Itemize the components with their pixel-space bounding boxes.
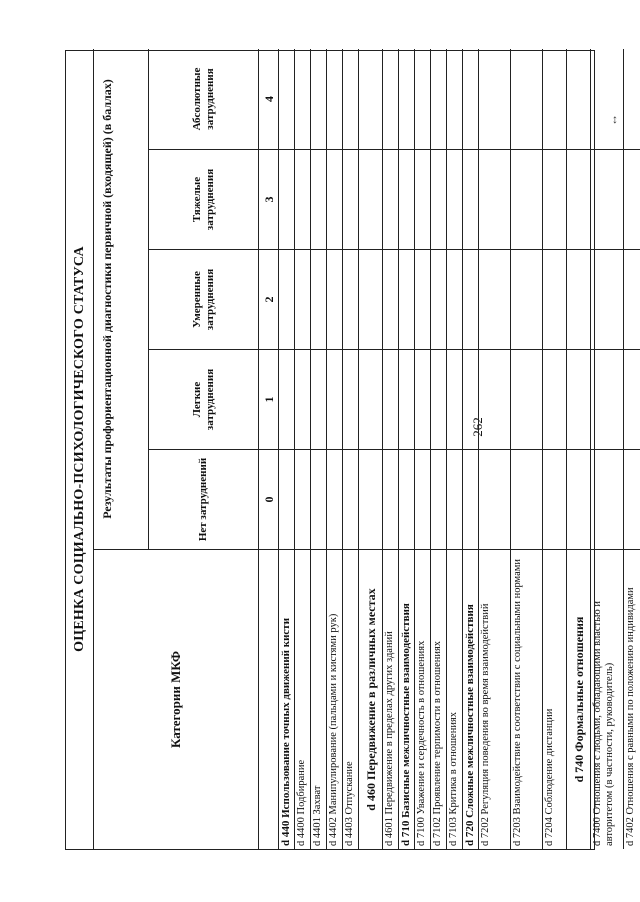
score-cell[interactable]	[624, 149, 640, 249]
margin-mark: ↕	[612, 112, 618, 126]
table-row	[431, 49, 447, 849]
score-cell[interactable]	[327, 449, 342, 549]
row-label: d 4601 Передвижение в пределах других зданий	[383, 549, 398, 849]
score-cell[interactable]	[311, 449, 326, 549]
score-cell[interactable]	[359, 349, 382, 449]
score-cell[interactable]	[543, 449, 566, 549]
score-cell[interactable]	[431, 349, 446, 449]
row-label: d 4403 Отпускание	[343, 549, 358, 849]
score-cell[interactable]	[591, 449, 623, 549]
score-header: 2	[259, 249, 279, 349]
score-cell[interactable]	[399, 249, 414, 349]
score-cell[interactable]	[415, 249, 430, 349]
score-cell[interactable]	[567, 249, 590, 349]
score-cell[interactable]	[399, 149, 414, 249]
row-label: d 4402 Манипулирование (пальцами и кистями рук)	[327, 549, 342, 849]
score-cell[interactable]	[415, 449, 430, 549]
score-cell[interactable]	[383, 349, 398, 449]
score-cell[interactable]	[399, 449, 414, 549]
score-cell[interactable]	[279, 449, 294, 549]
score-cell[interactable]	[479, 149, 510, 249]
score-cell[interactable]	[511, 149, 542, 249]
score-header: 0	[259, 449, 279, 549]
score-cell[interactable]	[624, 349, 640, 449]
score-cell[interactable]	[343, 349, 358, 449]
row-label: d 7100 Уважение и сердечность в отношениях	[415, 549, 430, 849]
table-row	[359, 49, 383, 849]
column-header: Абсолютные затруднения	[149, 49, 259, 149]
column-header: Тяжелые затруднения	[149, 149, 259, 249]
score-cell[interactable]	[447, 249, 462, 349]
score-cell[interactable]	[279, 149, 294, 249]
score-cell[interactable]	[591, 249, 623, 349]
score-cell[interactable]	[479, 249, 510, 349]
score-cell[interactable]	[479, 449, 510, 549]
score-cell[interactable]	[591, 149, 623, 249]
score-cell[interactable]	[399, 349, 414, 449]
score-cell[interactable]	[415, 149, 430, 249]
row-label: d 720 Сложные межличностные взаимодействия	[463, 549, 478, 849]
rotated-table-container	[65, 50, 636, 850]
page-number: 262	[469, 417, 485, 437]
score-cell[interactable]	[567, 149, 590, 249]
score-cell[interactable]	[463, 49, 478, 149]
score-cell[interactable]	[463, 449, 478, 549]
row-label: d 740 Формальные отношения	[567, 549, 590, 849]
row-label: d 7102 Проявление терпимости в отношениях	[431, 549, 446, 849]
assessment-table	[65, 50, 636, 850]
score-cell[interactable]	[295, 49, 310, 149]
score-cell[interactable]	[383, 149, 398, 249]
score-cell[interactable]	[327, 249, 342, 349]
score-cell[interactable]	[624, 49, 640, 149]
score-cell[interactable]	[511, 249, 542, 349]
table-row	[279, 49, 295, 849]
table-row	[567, 49, 591, 849]
score-cell[interactable]	[383, 449, 398, 549]
score-cell[interactable]	[431, 449, 446, 549]
score-cell[interactable]	[447, 349, 462, 449]
score-cell[interactable]	[295, 349, 310, 449]
score-cell[interactable]	[463, 349, 478, 449]
score-cell[interactable]	[543, 349, 566, 449]
row-label: d 710 Базисные межличностные взаимодействия	[399, 549, 414, 849]
score-cell[interactable]	[311, 49, 326, 149]
results-header: Результаты профориентационной диагностики первичной (входящей) (в баллах)	[94, 49, 149, 549]
table-row	[511, 49, 543, 849]
score-cell[interactable]	[431, 49, 446, 149]
table-row	[624, 49, 640, 849]
row-label: d 440 Использование точных движений кисти	[279, 549, 294, 849]
row-label: d 7402 Отношения с равными по положению индивидами	[624, 549, 640, 849]
score-cell[interactable]	[327, 149, 342, 249]
score-cell[interactable]	[447, 449, 462, 549]
score-header: 1	[259, 349, 279, 449]
row-label: d 7103 Критика в отношениях	[447, 549, 462, 849]
score-cell[interactable]	[447, 149, 462, 249]
score-cell[interactable]	[279, 249, 294, 349]
score-cell[interactable]	[567, 449, 590, 549]
score-cell[interactable]	[343, 49, 358, 149]
table-row	[311, 49, 327, 849]
score-cell[interactable]	[511, 49, 542, 149]
score-cell[interactable]	[383, 49, 398, 149]
score-cell[interactable]	[567, 349, 590, 449]
row-label: d 7204 Соблюдение дистанции	[543, 549, 566, 849]
score-cell[interactable]	[295, 149, 310, 249]
score-cell[interactable]	[399, 49, 414, 149]
row-label: d 4400 Подбирание	[295, 549, 310, 849]
table-row	[327, 49, 343, 849]
table-row	[447, 49, 463, 849]
score-cell[interactable]	[295, 449, 310, 549]
score-header: 4	[259, 49, 279, 149]
score-cell[interactable]	[359, 449, 382, 549]
score-cell[interactable]	[383, 249, 398, 349]
score-cell[interactable]	[447, 49, 462, 149]
column-header: Умеренные затруднения	[149, 249, 259, 349]
score-cell[interactable]	[343, 149, 358, 249]
score-cell[interactable]	[415, 49, 430, 149]
score-cell[interactable]	[463, 149, 478, 249]
table-row	[399, 49, 415, 849]
score-cell[interactable]	[463, 249, 478, 349]
category-header: Категории МКФ	[94, 549, 259, 849]
row-label: d 7203 Взаимодействие в соответствии с социальными нормами	[511, 549, 542, 849]
score-cell[interactable]	[327, 49, 342, 149]
table-row	[343, 49, 359, 849]
row-label: d 4401 Захват	[311, 549, 326, 849]
score-cell[interactable]	[624, 249, 640, 349]
score-cell[interactable]	[543, 149, 566, 249]
table-row	[463, 49, 479, 849]
table-title: ОЦЕНКА СОЦИАЛЬНО-ПСИХОЛОГИЧЕСКОГО СТАТУСА	[66, 49, 94, 849]
score-cell[interactable]	[359, 49, 382, 149]
score-cell[interactable]	[543, 49, 566, 149]
score-cell[interactable]	[511, 349, 542, 449]
blank-score-cell	[259, 549, 279, 849]
table-row	[295, 49, 311, 849]
row-label: d 7400 Отношения с людьми, обладающими властью и авторитетом (в частности, руководитель)	[591, 549, 623, 849]
score-cell[interactable]	[343, 249, 358, 349]
score-cell[interactable]	[327, 349, 342, 449]
score-cell[interactable]	[279, 49, 294, 149]
row-label: d 460 Передвижение в различных местах	[359, 549, 382, 849]
score-cell[interactable]	[311, 249, 326, 349]
table-row	[591, 49, 624, 849]
score-cell[interactable]	[359, 249, 382, 349]
table-row	[383, 49, 399, 849]
score-cell[interactable]	[479, 349, 510, 449]
score-cell[interactable]	[279, 349, 294, 449]
score-cell[interactable]	[479, 49, 510, 149]
score-cell[interactable]	[591, 49, 623, 149]
score-cell[interactable]	[343, 449, 358, 549]
table-row	[479, 49, 511, 849]
score-cell[interactable]	[511, 449, 542, 549]
table-row	[415, 49, 431, 849]
score-cell[interactable]	[311, 349, 326, 449]
score-header: 3	[259, 149, 279, 249]
score-cell[interactable]	[624, 449, 640, 549]
score-cell[interactable]	[431, 249, 446, 349]
score-cell[interactable]	[311, 149, 326, 249]
score-cell[interactable]	[567, 49, 590, 149]
score-cell[interactable]	[543, 249, 566, 349]
score-cell[interactable]	[591, 349, 623, 449]
score-cell[interactable]	[415, 349, 430, 449]
score-cell[interactable]	[295, 249, 310, 349]
score-cell[interactable]	[359, 149, 382, 249]
table-row	[543, 49, 567, 849]
column-header: Легкие затруднения	[149, 349, 259, 449]
row-label: d 7202 Регуляция поведения во время взаимодействий	[479, 549, 510, 849]
column-header: Нет затруднений	[149, 449, 259, 549]
score-cell[interactable]	[431, 149, 446, 249]
